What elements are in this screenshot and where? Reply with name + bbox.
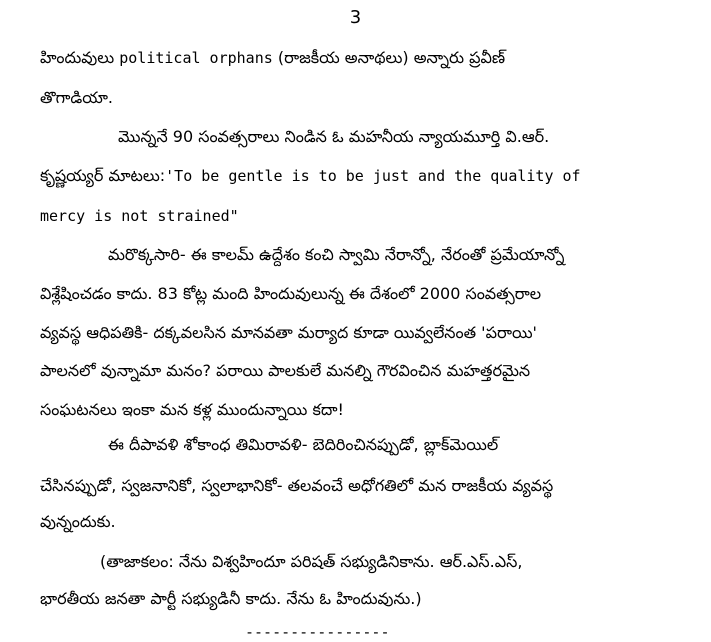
body-line-14: (తాజాకలం: నేను విశ్వహిందూ పరిషత్ సభ్యుడినికాను. ఆర్.ఎస్.ఎస్, (100, 552, 523, 571)
body-line-11: ఈ దీపావళి శోకాంధ తిమిరావళి- బెదిరించినప్పుడో, బ్లాక్‌మెయిల్ (108, 435, 499, 454)
body-line-6: మరొక్కసారి- ఈ కాలమ్ ఉద్దేశం కంచి స్వామి నేరాన్నో, నేరంతో ప్రమేయాన్నో (108, 245, 565, 264)
page-number: 3 (349, 7, 362, 28)
body-line-9: పాలనలో వున్నామా మనం? పరాయి పాలకులే మనల్ని గౌరవించిన మహత్తరమైన (40, 361, 531, 380)
body-line-1 (40, 46, 505, 70)
body-line-15: భారతీయ జనతా పార్టీ సభ్యుడినీ కాదు. నేను ఓ హిందువును.) (40, 589, 422, 608)
body-line-4 (40, 164, 581, 188)
body-line-2: తొగాడియా. (40, 88, 113, 107)
body-line-13: వున్నందుకు. (40, 512, 116, 531)
line-4-text-start: కృష్ణయ్యర్ మాటలు: (40, 166, 166, 185)
body-line-3: మొన్ననే 90 సంవత్సరాలు నిండిన ఓ మహనీయ న్యాయమూర్తి వి.ఆర్. (118, 127, 550, 146)
line-1-text-end: (రాజకీయ అనాథలు) అన్నారు ప్రవీణ్ (272, 48, 506, 67)
body-line-10: సంఘటనలు ఇంకా మన కళ్ల ముందున్నాయి కదా! (40, 400, 344, 419)
body-line-8: వ్యవస్థ ఆధిపతికి- దక్కవలసిన మానవతా మర్యాద కూడా యివ్వలేనంత 'పరాయి' (40, 323, 537, 342)
line-1-english-phrase: political orphans (119, 49, 273, 67)
line-4-english-quote: 'To be gentle is to be just and the quality of (165, 167, 581, 185)
body-line-12: చేసినప్పుడో, స్వజనానికో, స్వలాభానికో- తలవంచే అధోగతిలో మన రాజకీయ వ్యవస్థ (40, 476, 554, 495)
line-1-text-start: హిందువులు (40, 48, 120, 67)
end-separator: ---------------- (245, 623, 390, 641)
body-line-7: విశ్లేషించడం కాదు. 83 కోట్ల మంది హిందువులున్న ఈ దేశంలో 2000 సంవత్సరాల (40, 284, 542, 303)
body-line-5: mercy is not strained" (40, 207, 239, 225)
